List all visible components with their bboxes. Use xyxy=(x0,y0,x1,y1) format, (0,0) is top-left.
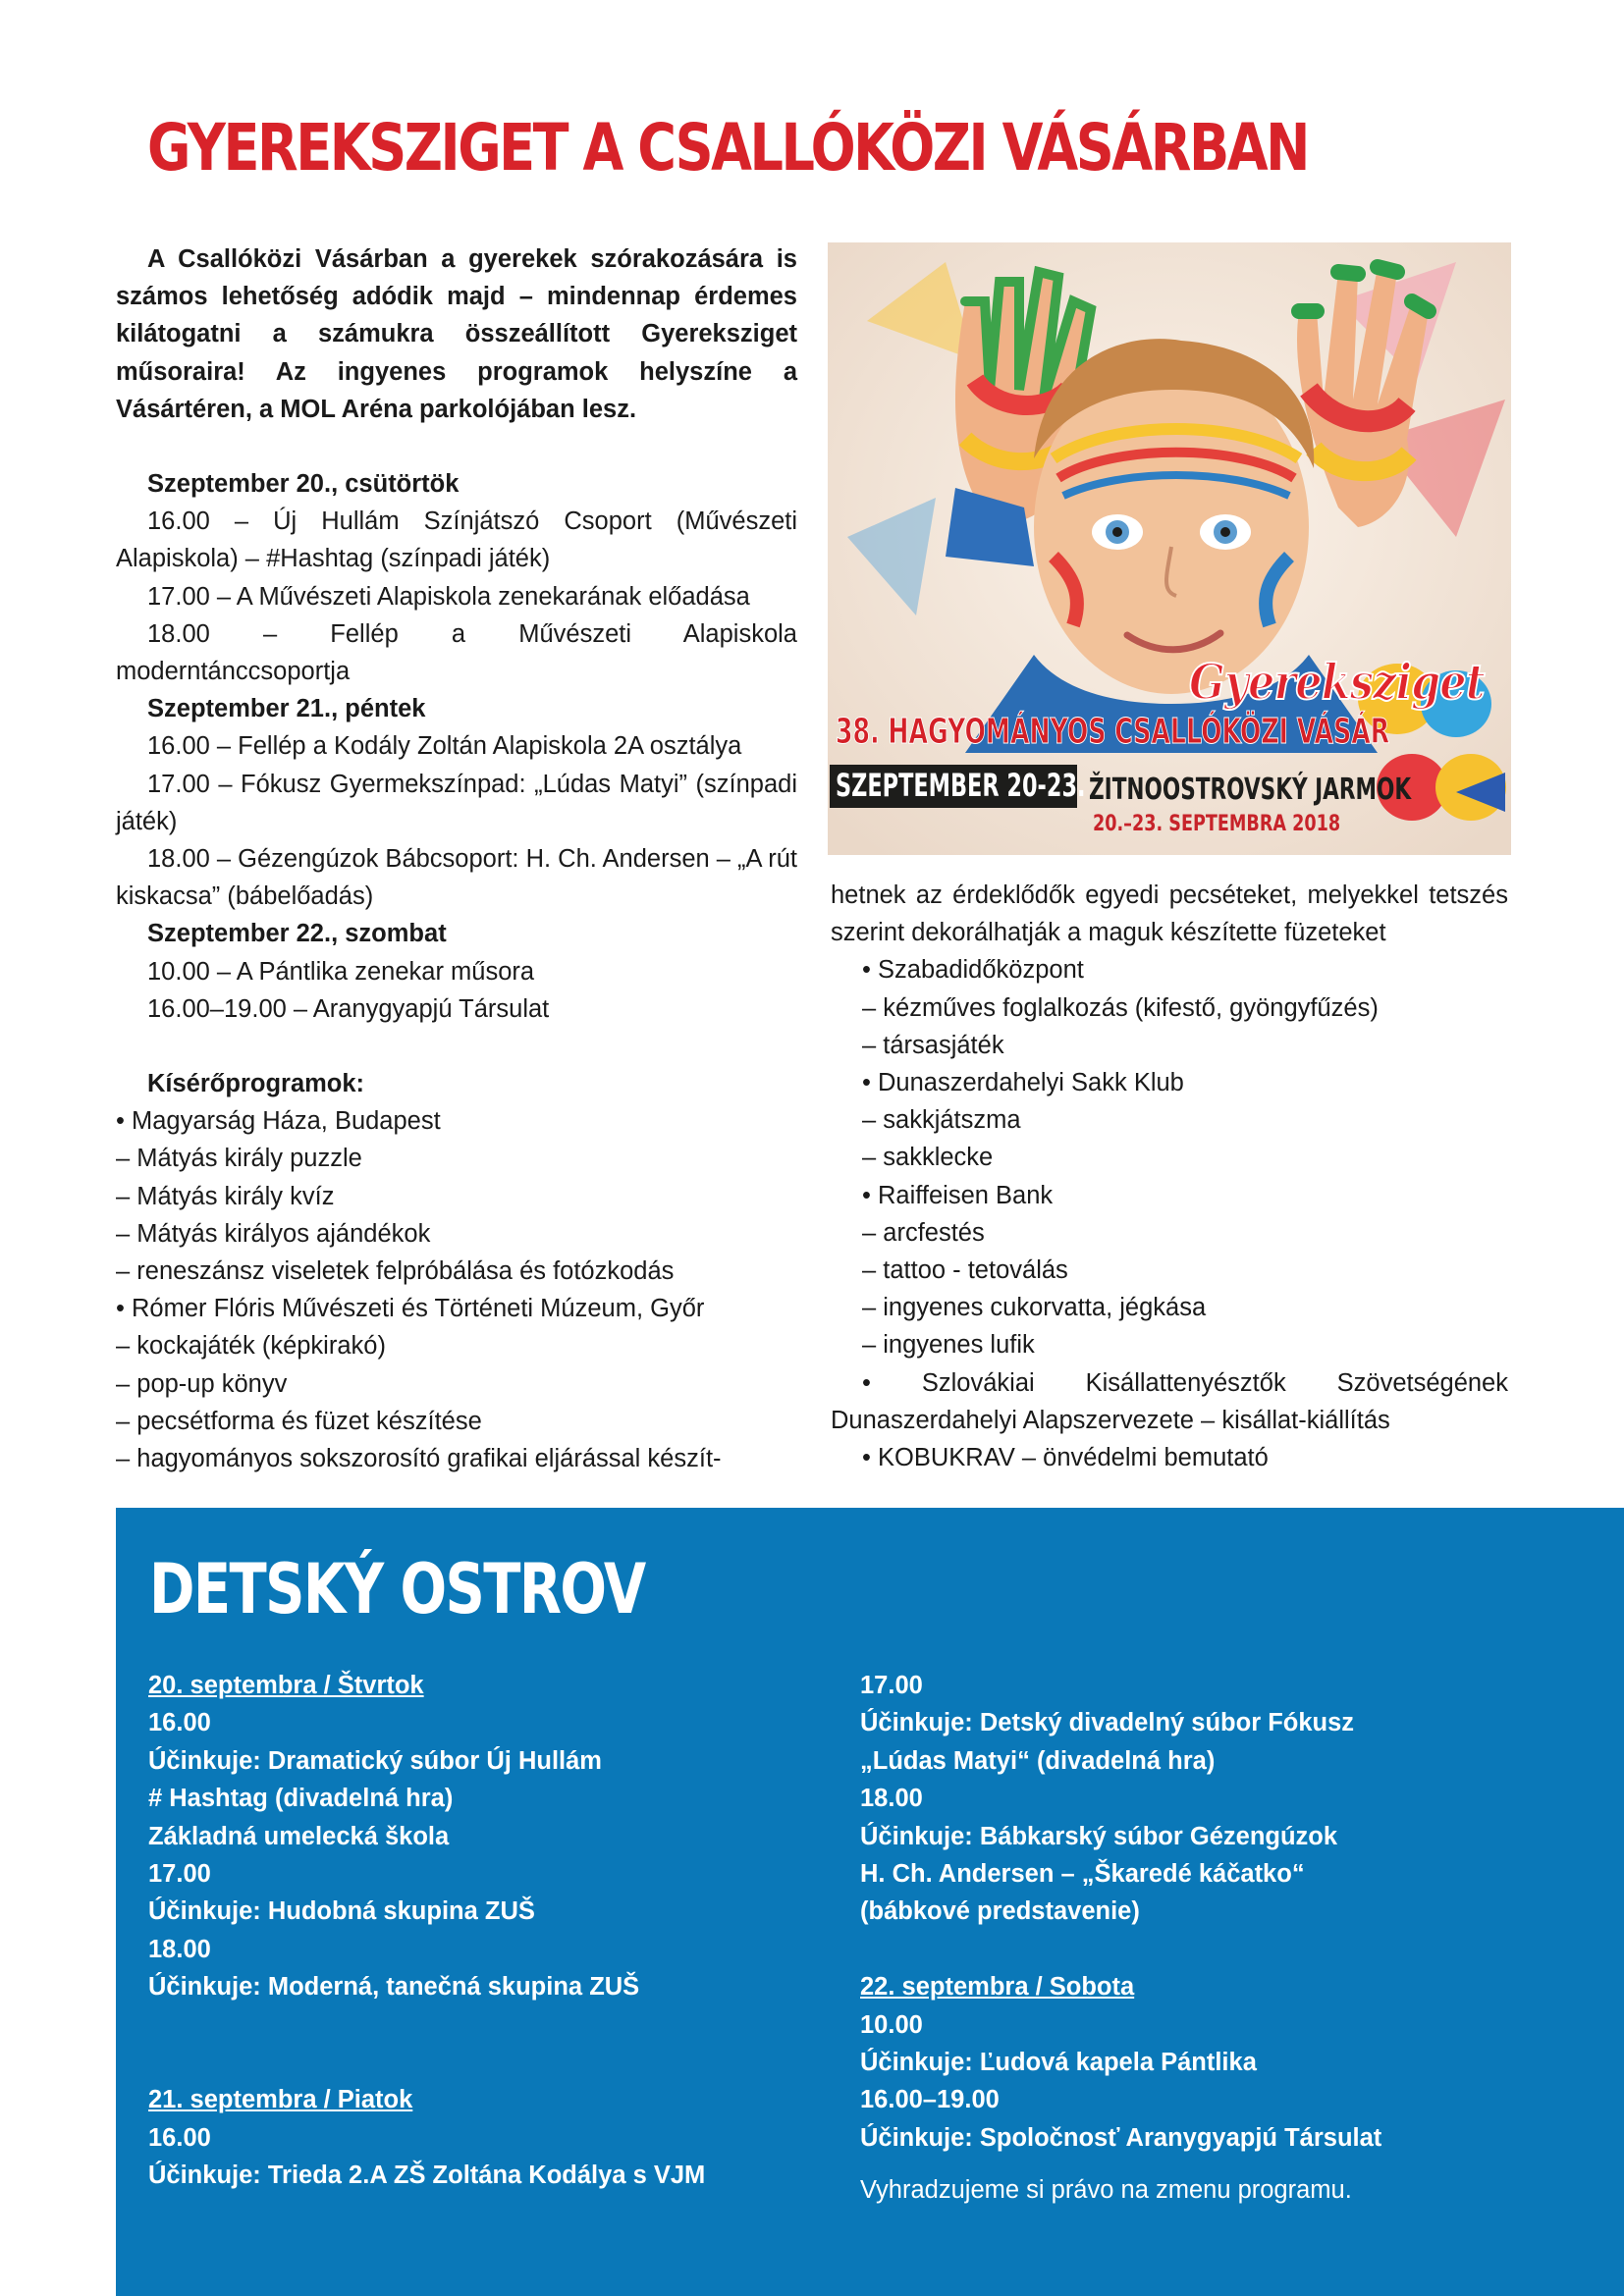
right-column xyxy=(831,877,1508,1476)
sk-schedule-line: 10.00 xyxy=(860,2010,923,2039)
sk-schedule-line: 18.00 xyxy=(148,1935,211,1963)
side-program-item: – sakkjátszma xyxy=(862,1106,1021,1135)
side-program-item: • Szabadidőközpont xyxy=(862,956,1084,985)
sk-schedule-line: Účinkuje: Spoločnosť Aranygyapjú Társulat xyxy=(860,2123,1382,2152)
sk-schedule-line: Účinkuje: Trieda 2.A ZŠ Zoltána Kodálya s VJM xyxy=(148,2162,706,2190)
side-program-item: – Mátyás király puzzle xyxy=(116,1145,362,1173)
side-program-item: • Szlovákiai Kisállattenyésztők Szövetségének Dunaszerdahelyi Alapszervezete – kisállat-kiállítás xyxy=(831,1368,1508,1434)
schedule-item: 16.00 – Új Hullám Színjátszó Csoport (Művészeti Alapiskola) – #Hashtag (színpadi játék) xyxy=(116,507,797,573)
poster-dates-sk: 20.–23. SEPTEMBRA 2018 xyxy=(1093,812,1341,836)
side-program-item: • Dunaszerdahelyi Sakk Klub xyxy=(862,1069,1184,1097)
poster-event-title: 38. HAGYOMÁNYOS CSALLÓKÖZI VÁSÁR xyxy=(836,712,1390,752)
sk-schedule-line: Účinkuje: Detský divadelný súbor Fókusz xyxy=(860,1709,1355,1737)
side-program-item: • Magyarság Háza, Budapest xyxy=(116,1107,441,1136)
day2-heading: Szeptember 21., péntek xyxy=(147,695,426,723)
side-program-item: – Mátyás király kvíz xyxy=(116,1182,335,1210)
left-column xyxy=(116,240,797,1477)
sk-schedule-line: Účinkuje: Moderná, tanečná skupina ZUŠ xyxy=(148,1973,640,2002)
sk-schedule-line: (bábkové predstavenie) xyxy=(860,1897,1140,1926)
sk-schedule-line: 16.00–19.00 xyxy=(860,2086,1000,2114)
sk-schedule-line: # Hashtag (divadelná hra) xyxy=(148,1785,454,1813)
side-program-item: • Raiffeisen Bank xyxy=(862,1181,1054,1209)
sk-schedule-line: Účinkuje: Hudobná skupina ZUŠ xyxy=(148,1897,535,1926)
poster-brand: Gyereksziget xyxy=(1189,653,1485,711)
side-program-item: – társasjáték xyxy=(862,1031,1004,1059)
schedule-item: 18.00 – Fellép a Művészeti Alapiskola moderntánccsoportja xyxy=(116,619,797,686)
sk-schedule-line: Základná umelecká škola xyxy=(148,1822,450,1850)
side-program-item: – Mátyás királyos ajándékok xyxy=(116,1219,431,1248)
side-program-item: – arcfestés xyxy=(862,1218,985,1247)
section-title-sk: DETSKÝ OSTROV xyxy=(149,1549,645,1629)
sk-schedule-line: 17.00 xyxy=(148,1860,211,1889)
sk-disclaimer: Vyhradzujeme si právo na zmenu programu. xyxy=(860,2176,1352,2205)
side-program-item: • Rómer Flóris Művészeti és Történeti Múzeum, Győr xyxy=(116,1295,705,1323)
sk-day1-heading: 20. septembra / Štvrtok xyxy=(148,1672,424,1699)
schedule-item: 18.00 – Gézengúzok Bábcsoport: H. Ch. Andersen – „A rút kiskacsa” (bábelőadás) xyxy=(116,845,797,911)
side-program-item: – pop-up könyv xyxy=(116,1369,288,1398)
side-program-item: – kockajáték (képkirakó) xyxy=(116,1332,386,1361)
schedule-item: 10.00 – A Pántlika zenekar műsora xyxy=(147,957,535,986)
sk-left-column xyxy=(148,1667,705,2195)
side-program-item: – tattoo - tetoválás xyxy=(862,1256,1068,1285)
side-program-item: – hagyományos sokszorosító grafikai eljárással készít- xyxy=(116,1445,722,1473)
page-title: GYEREKSZIGET A CSALLÓKÖZI VÁSÁRBAN xyxy=(147,110,1309,186)
sk-day3-heading: 22. septembra / Sobota xyxy=(860,1973,1135,2002)
side-program-item: – reneszánsz viseletek felpróbálása és fotózkodás xyxy=(116,1257,675,1286)
side-program-item: – ingyenes cukorvatta, jégkása xyxy=(862,1294,1207,1322)
intro-paragraph: A Csallóközi Vásárban a gyerekek szórakozására is számos lehetőség adódik majd – mindennap érdemes kilátogatni a számukra összeállított Gyereksziget műsoraira! Az ingyenes programok helyszíne a Vásártéren, a MOL Aréna parkolójában lesz. xyxy=(116,245,797,423)
poster-dates: SZEPTEMBER 20-23. xyxy=(836,767,1086,804)
poster-event-sk: ŽITNOOSTROVSKÝ JARMOK xyxy=(1089,773,1412,807)
sk-day2-heading: 21. septembra / Piatok xyxy=(148,2086,413,2114)
schedule-item: 17.00 – A Művészeti Alapiskola zenekarának előadása xyxy=(147,582,750,611)
sk-schedule-line: 16.00 xyxy=(148,2123,211,2152)
sk-schedule-line: 18.00 xyxy=(860,1785,923,1813)
sk-right-column xyxy=(860,1667,1381,2210)
sk-schedule-line: „Lúdas Matyi“ (divadelná hra) xyxy=(860,1746,1216,1775)
sk-schedule-line: 16.00 xyxy=(148,1709,211,1737)
side-program-item: – pecsétforma és füzet készítése xyxy=(116,1407,482,1435)
side-program-item: – kézműves foglalkozás (kifestő, gyöngyfűzés) xyxy=(862,993,1379,1022)
side-program-item: – sakklecke xyxy=(862,1144,994,1172)
side-program-continuation: hetnek az érdeklődők egyedi pecséteket, melyekkel tetszés szerint dekorálhatják a maguk készítette füzeteket xyxy=(831,881,1508,947)
gyereksziget-poster-image xyxy=(828,242,1511,855)
side-programs-heading: Kísérőprogramok: xyxy=(147,1070,365,1098)
sk-schedule-line: H. Ch. Andersen – „Škaredé káčatko“ xyxy=(860,1860,1305,1889)
sk-schedule-line: 17.00 xyxy=(860,1672,923,1699)
poster-illustration xyxy=(828,242,1511,855)
slovak-program-section xyxy=(116,1508,1624,2296)
side-program-item: – ingyenes lufik xyxy=(862,1331,1035,1360)
sk-schedule-line: Účinkuje: Ľudová kapela Pántlika xyxy=(860,2049,1257,2077)
schedule-item: 16.00–19.00 – Aranygyapjú Társulat xyxy=(147,994,550,1023)
schedule-item: 17.00 – Fókusz Gyermekszínpad: „Lúdas Matyi” (színpadi játék) xyxy=(116,770,797,835)
day3-heading: Szeptember 22., szombat xyxy=(147,920,447,948)
side-program-item: • KOBUKRAV – önvédelmi bemutató xyxy=(862,1444,1269,1472)
schedule-item: 16.00 – Fellép a Kodály Zoltán Alapiskola 2A osztálya xyxy=(147,732,742,761)
sk-schedule-line: Účinkuje: Bábkarský súbor Gézengúzok xyxy=(860,1822,1338,1850)
sk-schedule-line: Účinkuje: Dramatický súbor Új Hullám xyxy=(148,1746,602,1775)
day1-heading: Szeptember 20., csütörtök xyxy=(147,470,460,499)
